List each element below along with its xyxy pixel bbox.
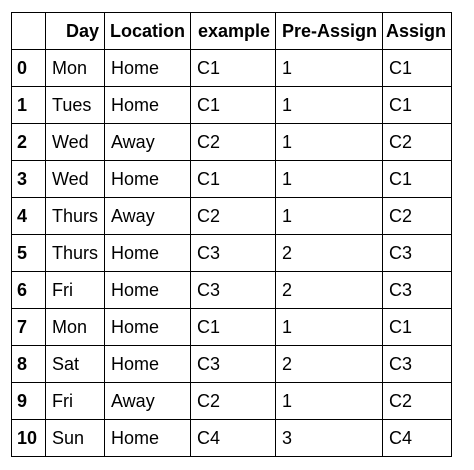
cell-pre-assign: 1 xyxy=(276,124,383,161)
table-row xyxy=(12,235,452,272)
row-index-cell: 0 xyxy=(12,50,46,87)
table-body xyxy=(12,50,452,457)
column-header-location: Location xyxy=(105,13,191,50)
cell-location: Home xyxy=(105,346,191,383)
cell-assign: C4 xyxy=(383,420,452,457)
cell-example: C1 xyxy=(191,161,276,198)
cell-assign: C1 xyxy=(383,309,452,346)
row-index-cell: 7 xyxy=(12,309,46,346)
cell-example: C1 xyxy=(191,309,276,346)
cell-assign: C3 xyxy=(383,235,452,272)
cell-pre-assign: 1 xyxy=(276,309,383,346)
dataframe-table xyxy=(11,12,452,457)
table-row xyxy=(12,87,452,124)
cell-location: Home xyxy=(105,309,191,346)
cell-day: Wed xyxy=(46,161,105,198)
row-index-cell: 6 xyxy=(12,272,46,309)
cell-day: Sat xyxy=(46,346,105,383)
column-header-example: example xyxy=(191,13,276,50)
cell-pre-assign: 1 xyxy=(276,87,383,124)
cell-location: Home xyxy=(105,420,191,457)
cell-assign: C2 xyxy=(383,124,452,161)
row-index-cell: 1 xyxy=(12,87,46,124)
row-index-cell: 5 xyxy=(12,235,46,272)
cell-pre-assign: 2 xyxy=(276,272,383,309)
cell-day: Sun xyxy=(46,420,105,457)
row-index-cell: 8 xyxy=(12,346,46,383)
cell-day: Tues xyxy=(46,87,105,124)
cell-assign: C1 xyxy=(383,87,452,124)
table-row xyxy=(12,383,452,420)
column-header-day: Day xyxy=(46,13,105,50)
cell-pre-assign: 1 xyxy=(276,383,383,420)
cell-example: C3 xyxy=(191,235,276,272)
cell-example: C3 xyxy=(191,272,276,309)
row-index-cell: 10 xyxy=(12,420,46,457)
cell-location: Home xyxy=(105,235,191,272)
row-index-cell: 9 xyxy=(12,383,46,420)
cell-pre-assign: 2 xyxy=(276,235,383,272)
table-row xyxy=(12,161,452,198)
cell-day: Fri xyxy=(46,383,105,420)
cell-day: Mon xyxy=(46,50,105,87)
header-row xyxy=(12,13,452,50)
table-row xyxy=(12,272,452,309)
cell-pre-assign: 2 xyxy=(276,346,383,383)
table-row xyxy=(12,346,452,383)
table-row xyxy=(12,309,452,346)
cell-example: C2 xyxy=(191,124,276,161)
cell-pre-assign: 1 xyxy=(276,50,383,87)
cell-location: Away xyxy=(105,198,191,235)
cell-day: Thurs xyxy=(46,235,105,272)
cell-example: C2 xyxy=(191,198,276,235)
cell-assign: C2 xyxy=(383,198,452,235)
cell-location: Home xyxy=(105,272,191,309)
cell-assign: C3 xyxy=(383,272,452,309)
cell-example: C4 xyxy=(191,420,276,457)
cell-location: Home xyxy=(105,50,191,87)
cell-pre-assign: 1 xyxy=(276,161,383,198)
cell-pre-assign: 1 xyxy=(276,198,383,235)
row-index-cell: 2 xyxy=(12,124,46,161)
cell-day: Mon xyxy=(46,309,105,346)
index-header-cell xyxy=(12,13,46,50)
cell-pre-assign: 3 xyxy=(276,420,383,457)
cell-location: Away xyxy=(105,124,191,161)
cell-example: C2 xyxy=(191,383,276,420)
row-index-cell: 3 xyxy=(12,161,46,198)
cell-example: C1 xyxy=(191,87,276,124)
column-header-pre-assign: Pre-Assign xyxy=(276,13,383,50)
table-row xyxy=(12,420,452,457)
cell-location: Home xyxy=(105,87,191,124)
cell-location: Away xyxy=(105,383,191,420)
cell-day: Thurs xyxy=(46,198,105,235)
cell-day: Fri xyxy=(46,272,105,309)
cell-assign: C2 xyxy=(383,383,452,420)
cell-assign: C1 xyxy=(383,161,452,198)
table-row xyxy=(12,50,452,87)
cell-example: C3 xyxy=(191,346,276,383)
row-index-cell: 4 xyxy=(12,198,46,235)
cell-assign: C3 xyxy=(383,346,452,383)
cell-assign: C1 xyxy=(383,50,452,87)
column-header-assign: Assign xyxy=(383,13,452,50)
cell-day: Wed xyxy=(46,124,105,161)
table-row xyxy=(12,198,452,235)
table-row xyxy=(12,124,452,161)
cell-example: C1 xyxy=(191,50,276,87)
cell-location: Home xyxy=(105,161,191,198)
